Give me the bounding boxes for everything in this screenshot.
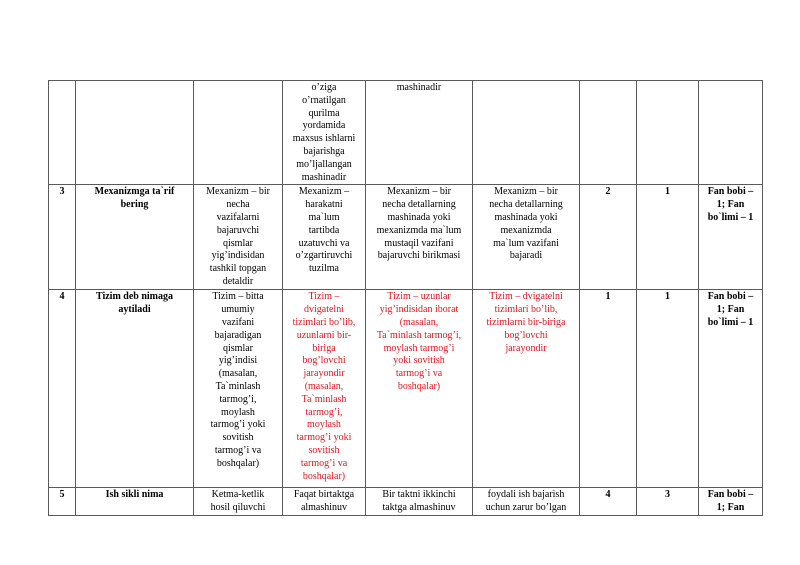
question-number: 5 [49,488,76,516]
source-reference: Fan bobi – 1; Fan [699,488,763,516]
alternative-answer-3: foydali ish bajarish uchun zarur bo’lgan [473,488,580,516]
table-row [49,290,763,488]
difficulty-level: 4 [580,488,637,516]
alternative-answer-1: o’ziga o’rnatilgan qurilma yordamida maxsus ishlarni bajarishga mo’ljallangan mashinadir [283,81,366,185]
question-text [76,81,194,185]
question-number: 4 [49,290,76,488]
correct-answer: Ketma-ketlik hosil qiluvchi [194,488,283,516]
alternative-answer-2: mashinadir [366,81,473,185]
score-value: 1 [637,290,699,488]
question-text: Ish sikli nima [76,488,194,516]
question-number [49,81,76,185]
question-number: 3 [49,185,76,290]
table-row [49,185,763,290]
table-row [49,81,763,185]
alternative-answer-1: Mexanizm – harakatni ma`lum tartibda uzatuvchi va o’zgartiruvchi tuzilma [283,185,366,290]
difficulty-level [580,81,637,185]
alternative-answer-2: Tizim – uzunlar yig’indisidan iborat (masalan, Ta`minlash tarmog’i, moylash tarmog’i yoki sovitish tarmog’i va boshqalar) [366,290,473,488]
correct-answer [194,81,283,185]
correct-answer: Tizim – bitta umumiy vazifani bajaradigan qismlar yig’indisi (masalan, Ta`minlash tarmog’i, moylash tarmog’i yoki sovitish tarmog’i va boshqalar) [194,290,283,488]
alternative-answer-1: Tizim – dvigatelni tizimlari bo’lib, uzunlarni bir- biriga bog’lovchi jarayondir (masalan, Ta`minlash tarmog’i, moylash tarmog’i yoki sovitish tarmog’i va boshqalar) [283,290,366,488]
score-value: 3 [637,488,699,516]
question-text: Tizim deb nimaga aytiladi [76,290,194,488]
score-value: 1 [637,185,699,290]
alternative-answer-3: Mexanizm – bir necha detallarning mashinada yoki mexanizmda ma`lum vazifani bajaradi [473,185,580,290]
test-questions-table [48,80,763,516]
source-reference: Fan bobi – 1; Fan bo`limi – 1 [699,290,763,488]
difficulty-level: 2 [580,185,637,290]
question-text: Mexanizmga ta`rif bering [76,185,194,290]
source-reference [699,81,763,185]
alternative-answer-3: Tizim – dvigatelni tizimlari bo’lib, tizimlarni bir-biriga bog’lovchi jarayondir [473,290,580,488]
alternative-answer-2: Mexanizm – bir necha detallarning mashinada yoki mexanizmda ma`lum mustaqil vazifani bajaruvchi birikmasi [366,185,473,290]
alternative-answer-1: Faqat birtaktga almashinuv [283,488,366,516]
alternative-answer-3 [473,81,580,185]
source-reference: Fan bobi – 1; Fan bo`limi – 1 [699,185,763,290]
score-value [637,81,699,185]
alternative-answer-2: Bir taktni ikkinchi taktga almashinuv [366,488,473,516]
difficulty-level: 1 [580,290,637,488]
table-row [49,488,763,516]
correct-answer: Mexanizm – bir necha vazifalarni bajaruvchi qismlar yig’indisidan tashkil topgan detaldir [194,185,283,290]
